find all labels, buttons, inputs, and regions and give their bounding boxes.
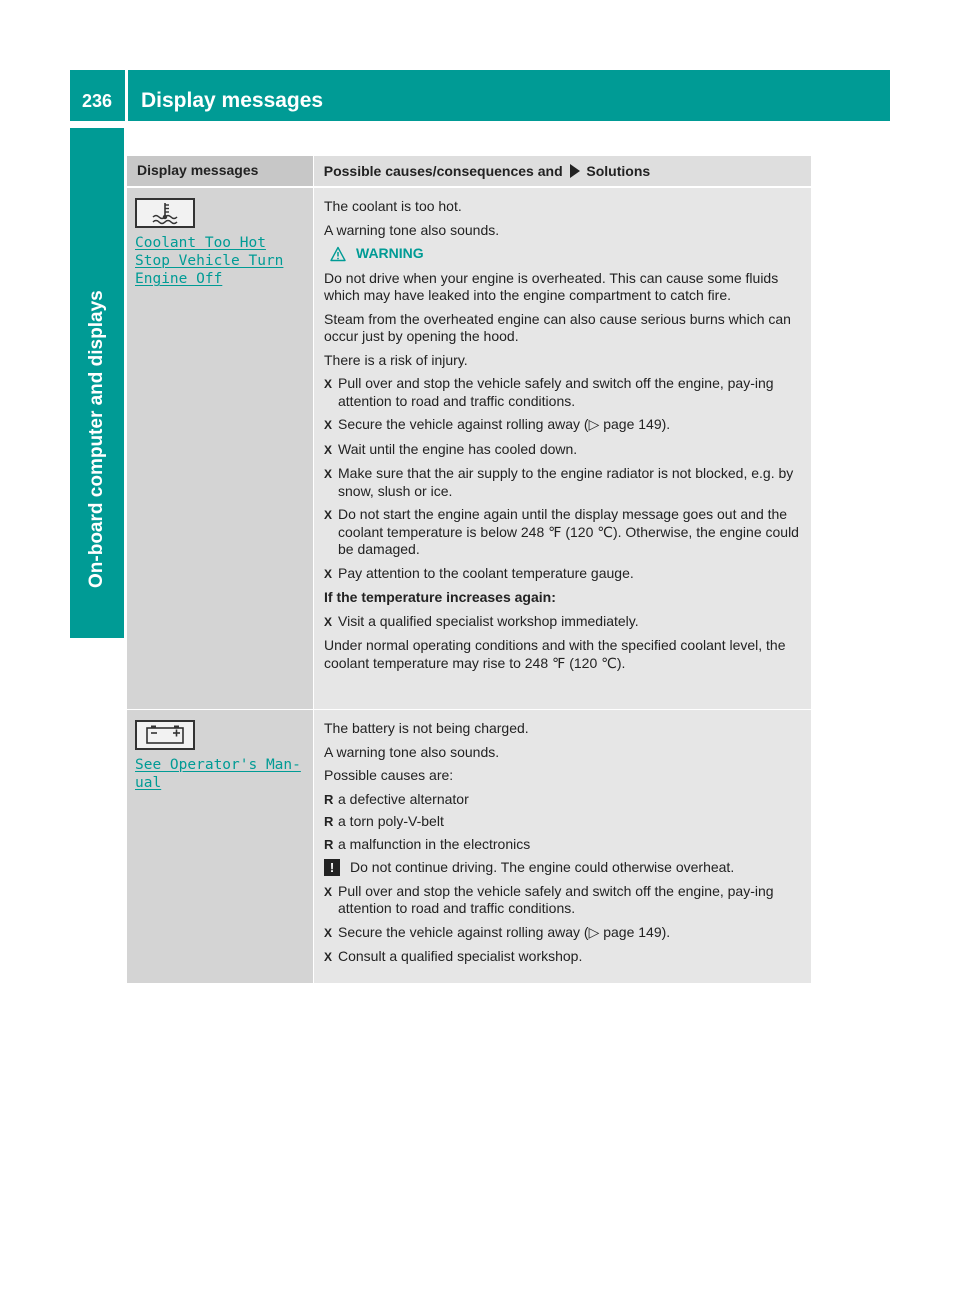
- warning-text: Do not drive when your engine is overheated. This can cause some fluids which may have leaked into the engine compartment to catch fire.: [324, 269, 779, 303]
- step-item: X Make sure that the air supply to the engine radiator is not blocked, e.g. by snow, slush or ice.: [324, 465, 794, 499]
- step-item: X Wait until the engine has cooled down.: [324, 440, 578, 457]
- display-message-battery: See Operator's Man‐ ual: [135, 757, 301, 791]
- col-header-solutions: Possible causes/consequences and Solutions: [314, 156, 811, 186]
- table-row: [127, 187, 811, 709]
- page-number: 236: [81, 91, 113, 111]
- solutions-cell: [314, 188, 811, 709]
- battery-icon: [135, 720, 195, 750]
- coolant-temperature-icon: [135, 198, 195, 228]
- display-cell: [127, 188, 313, 709]
- table-header: [127, 156, 811, 187]
- cause-text: The battery is not being charged.: [324, 720, 529, 736]
- subheading: If the temperature increases again:: [324, 589, 556, 605]
- warning-text: Steam from the overheated engine can also cause serious burns which can occur just by opening the hood.: [324, 310, 791, 344]
- cause-text: The coolant is too hot.: [324, 198, 462, 214]
- bullet-item: R a malfunction in the electronics: [324, 835, 531, 852]
- bullet-item: R a defective alternator: [324, 790, 469, 807]
- caution-note: ! Do not continue driving. The engine could otherwise overheat.: [324, 859, 805, 877]
- cause-text: Possible causes are:: [324, 767, 454, 783]
- play-arrow-icon: [570, 164, 580, 178]
- step-item: X Pull over and stop the vehicle safely and switch off the engine, pay-ing attention to road and traffic conditions.: [324, 882, 774, 916]
- header-separator: [125, 70, 128, 121]
- side-tab-label: On-board computer and displays: [86, 290, 107, 588]
- col-header-display: Display messages: [127, 156, 313, 186]
- step-item: X Secure the vehicle against rolling away (▷ page 149).: [324, 416, 671, 432]
- solutions-cell: [314, 710, 811, 983]
- display-message-coolant: Coolant Too Hot Stop Vehicle Turn Engine Off: [135, 235, 284, 287]
- step-item: X Do not start the engine again until the display message goes out and the coolant temperature is below 248 ℉ (120 ℃). Otherwise, the engine could be damaged.: [324, 506, 799, 557]
- step-item: X Pull over and stop the vehicle safely and switch off the engine, pay-ing attention to road and traffic conditions.: [324, 375, 774, 409]
- display-cell: [127, 710, 313, 983]
- step-item: X Consult a qualified specialist workshop.: [324, 948, 583, 964]
- warning-heading: WARNING: [330, 245, 805, 263]
- closing-text: Under normal operating conditions and with the specified coolant level, the coolant temperature may rise to 248 ℉ (120 ℃).: [324, 637, 786, 671]
- step-item: X Secure the vehicle against rolling away (▷ page 149).: [324, 923, 671, 940]
- bullet-item: R a torn poly-V-belt: [324, 813, 444, 829]
- cause-text: A warning tone also sounds.: [324, 221, 500, 238]
- messages-table: [127, 156, 811, 983]
- table-row: [127, 709, 811, 983]
- warning-text: There is a risk of injury.: [324, 351, 468, 368]
- step-item: X Visit a qualified specialist workshop immediately.: [324, 612, 639, 629]
- page-title: Display messages: [141, 89, 324, 112]
- exclamation-icon: !: [324, 859, 340, 876]
- warning-triangle-icon: [330, 246, 346, 262]
- cause-text: A warning tone also sounds.: [324, 743, 500, 760]
- step-item: X Pay attention to the coolant temperature gauge.: [324, 564, 634, 581]
